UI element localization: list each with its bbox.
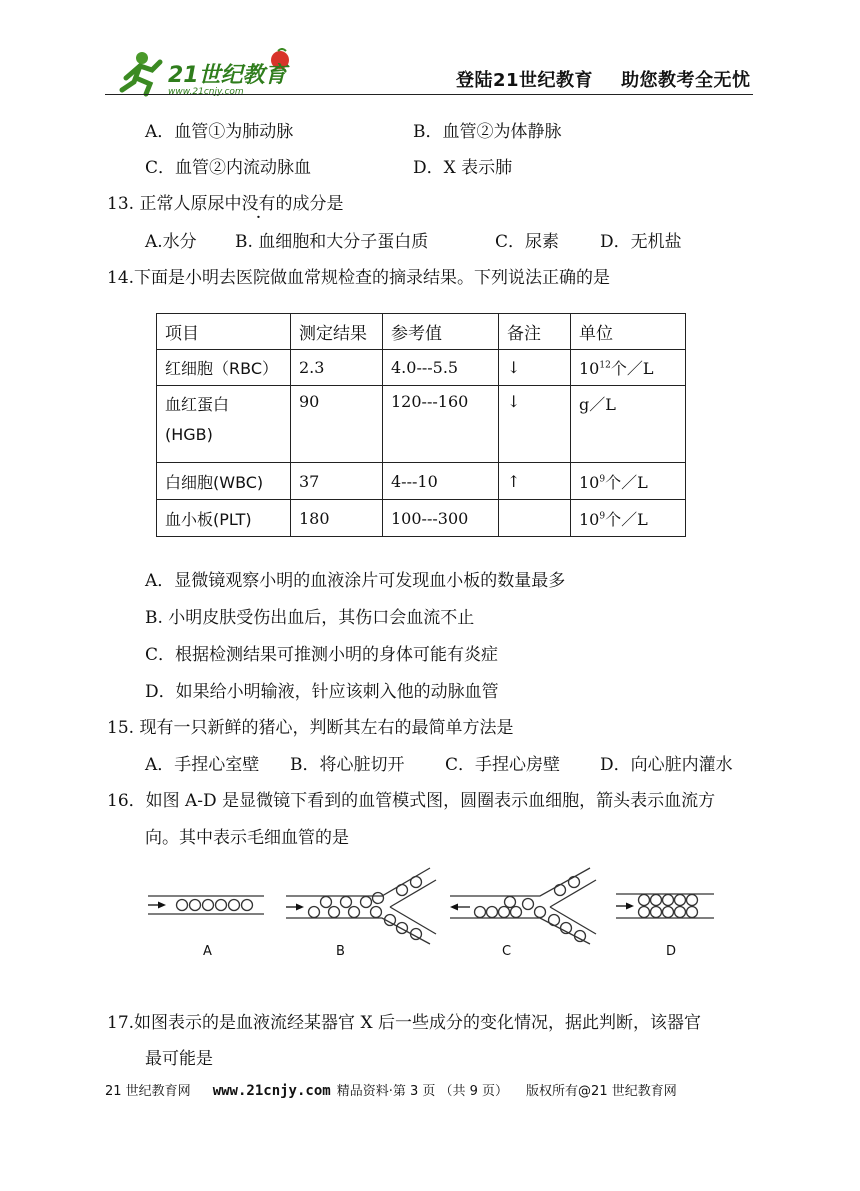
q13-stem-emphasis: 没有 (241, 194, 276, 214)
table-row (157, 350, 686, 386)
table-cell-note: ↑ (499, 463, 571, 500)
q14-option-d: D．如果给小明输液，针应该刺入他的动脉血管 (145, 682, 499, 702)
q12-option-d: D．X 表示肺 (413, 158, 513, 178)
q14-option-b: B. 小明皮肤受伤出血后，其伤口会血流不止 (145, 608, 475, 628)
diagram-label-d: D (666, 944, 677, 959)
table-cell-result: 90 (291, 386, 383, 463)
blood-vessel-diagram (140, 860, 740, 964)
table-cell-result: 2.3 (291, 350, 383, 386)
diagram-label-b: B (336, 944, 345, 959)
q17-stem-line1: 17.如图表示的是血液流经某器官 X 后一些成分的变化情况，据此判断，该器官 (107, 1013, 701, 1033)
table-cell-item: 红细胞（RBC） (157, 350, 291, 386)
table-header: 参考值 (383, 314, 499, 350)
item-line1: 血红蛋白 (165, 395, 230, 414)
item-line2: (HGB) (165, 425, 213, 444)
table-cell-note: ↓ (499, 350, 571, 386)
table-row (157, 500, 686, 537)
vessel-a (148, 896, 264, 914)
site-logo (112, 48, 312, 100)
q13-option-b: B. 血细胞和大分子蛋白质 (235, 232, 429, 252)
q12-option-a: A．血管①为肺动脉 (145, 122, 294, 142)
q17-stem-line2: 最可能是 (145, 1049, 213, 1069)
table-cell-item: 血小板(PLT) (157, 500, 291, 537)
table-header: 测定结果 (291, 314, 383, 350)
q15-options (145, 750, 765, 774)
vessel-c (450, 868, 596, 944)
blood-test-table (156, 313, 686, 537)
table-cell-reference: 4---10 (383, 463, 499, 500)
q16-stem-line2: 向。其中表示毛细血管的是 (145, 828, 349, 848)
q14-stem: 14.下面是小明去医院做血常规检查的摘录结果。下列说法正确的是 (107, 268, 611, 288)
footer-page-info: 精品资料·第 3 页 （共 9 页） (336, 1084, 509, 1099)
slogan-left: 登陆21世纪教育 (456, 70, 594, 91)
table-cell-result: 37 (291, 463, 383, 500)
diagram-label-a: A (203, 944, 212, 959)
logo-text: 21世纪教育 (168, 63, 287, 88)
q13-option-c: C．尿素 (495, 232, 560, 252)
vessel-b (286, 868, 436, 944)
q12-option-c: C．血管②内流动脉血 (145, 158, 312, 178)
logo-url: www.21cnjy.com (168, 87, 244, 97)
q13-option-d: D．无机盐 (600, 232, 682, 252)
footer-copyright: 版权所有@21 世纪教育网 (526, 1084, 677, 1099)
q15-option-a: A．手捏心室壁 (145, 755, 260, 775)
q13-stem-part2: 的成分是 (275, 194, 344, 214)
footer-url[interactable]: www.21cnjy.com (212, 1083, 331, 1099)
table-row (157, 463, 686, 500)
q16-stem-line1: 16．如图 A-D 是显微镜下看到的血管模式图，圆圈表示血细胞，箭头表示血流方 (107, 791, 716, 811)
footer-left: 21 世纪教育网 (105, 1084, 191, 1099)
table-cell-item (157, 386, 291, 463)
q15-option-c: C．手捏心房壁 (445, 755, 561, 775)
q13-stem (107, 189, 343, 214)
q13-option-a: A.水分 (145, 232, 197, 252)
diagram-label-c: C (502, 944, 512, 959)
q12-options-row1 (145, 117, 745, 141)
q12-option-b: B．血管②为体静脉 (413, 122, 562, 142)
q15-option-d: D．向心脏内灌水 (600, 755, 733, 775)
blood-vessel-figure (140, 860, 740, 960)
q15-option-b: B．将心脏切开 (290, 755, 405, 775)
table-cell-unit: $10^{12}$个／L (571, 350, 686, 386)
table-cell-reference: 120---160 (383, 386, 499, 463)
table-cell-reference: 100---300 (383, 500, 499, 537)
table-cell-note: ↓ (499, 386, 571, 463)
table-cell-unit: g／L (571, 386, 686, 463)
table-cell-unit: $10^9$个／L (571, 500, 686, 537)
table-cell-item: 白细胞(WBC) (157, 463, 291, 500)
table-cell-reference: 4.0---5.5 (383, 350, 499, 386)
page-footer (105, 1080, 677, 1099)
header-rule (105, 94, 753, 95)
q12-options-row2 (145, 153, 745, 177)
table-cell-unit: $10^9$个／L (571, 463, 686, 500)
table-cell-note (499, 500, 571, 537)
slogan-right: 助您教考全无忧 (621, 70, 751, 91)
q15-stem: 15. 现有一只新鲜的猪心，判断其左右的最简单方法是 (107, 718, 514, 738)
q14-option-a: A．显微镜观察小明的血液涂片可发现血小板的数量最多 (145, 571, 566, 591)
runner-logo-icon (112, 48, 312, 100)
header-slogan (456, 66, 751, 92)
table-header: 项目 (157, 314, 291, 350)
table-header: 单位 (571, 314, 686, 350)
q13-options (145, 227, 765, 251)
q13-stem-part1: 13. 正常人原尿中 (107, 194, 242, 214)
table-row (157, 386, 686, 463)
table-header: 备注 (499, 314, 571, 350)
table-cell-result: 180 (291, 500, 383, 537)
q14-option-c: C．根据检测结果可推测小明的身体可能有炎症 (145, 645, 499, 665)
vessel-d (616, 894, 714, 918)
table-header-row (157, 314, 686, 350)
